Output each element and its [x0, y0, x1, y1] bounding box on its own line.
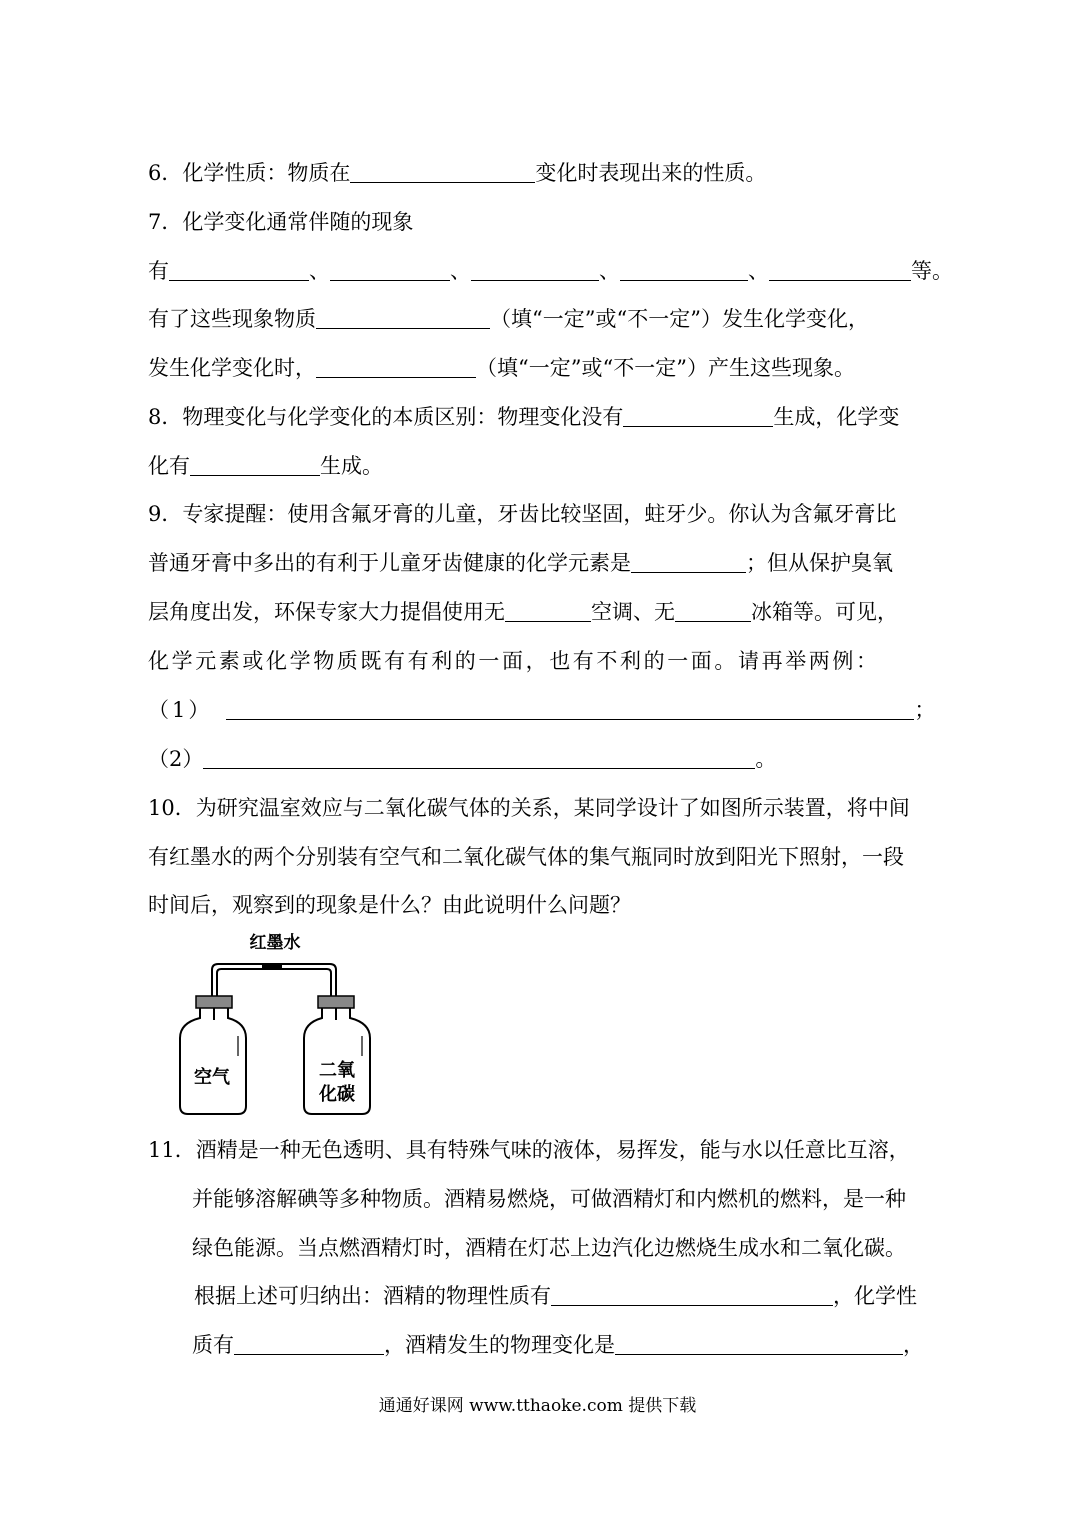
blank[interactable]: [226, 699, 914, 720]
q7-line2: [148, 258, 953, 284]
q11-line5: [192, 1332, 924, 1358]
blank[interactable]: [330, 260, 450, 281]
q7-l3-a: 有了这些现象物质: [148, 307, 316, 331]
q9-l6a: （2）: [148, 747, 204, 771]
q10-l3: 时间后，观察到的现象是什么？由此说明什么问题？: [148, 893, 631, 917]
q7-line1: [148, 209, 413, 235]
q7-end: 等。: [911, 259, 953, 283]
q9-l3c: 冰箱等。可见，: [751, 600, 898, 624]
q10-line3: [148, 892, 631, 918]
q7-l4-b: （填“一定”或“不一定”）产生这些现象。: [476, 356, 855, 380]
q7-l4-a: 发生化学变化时，: [148, 356, 316, 380]
q11-l5a: 质有: [192, 1333, 234, 1357]
blank[interactable]: [615, 1334, 903, 1355]
sep: 、: [748, 259, 769, 283]
q7-start: 有: [148, 259, 169, 283]
q11-l3: 绿色能源。当点燃酒精灯时，酒精在灯芯上边汽化边燃烧生成水和二氧化碳。: [192, 1236, 906, 1260]
q6-text-a: 6．化学性质：物质在: [148, 161, 351, 185]
q11-line3: [192, 1235, 906, 1261]
blank[interactable]: [169, 260, 309, 281]
q6-text-b: 变化时表现出来的性质。: [535, 161, 767, 185]
q11-line1: [148, 1137, 910, 1163]
q7-l3-b: （填“一定”或“不一定”）发生化学变化，: [490, 307, 869, 331]
blank[interactable]: [203, 748, 755, 769]
page-footer: 通通好课网 www.tthaoke.com 提供下载: [378, 1396, 697, 1416]
blank[interactable]: [675, 601, 751, 622]
q8-line1: [148, 404, 899, 430]
right-bottle-label-2: 化碳: [319, 1084, 355, 1105]
q9-line1: [148, 501, 896, 527]
blank[interactable]: [350, 162, 535, 183]
blank[interactable]: [623, 406, 773, 427]
q8-d: 生成。: [320, 454, 383, 478]
blank[interactable]: [551, 1285, 833, 1306]
q11-l1: 11．酒精是一种无色透明、具有特殊气味的液体，易挥发，能与水以任意比互溶，: [148, 1138, 910, 1162]
q9-line2: [148, 550, 893, 576]
blank[interactable]: [769, 260, 911, 281]
blank[interactable]: [316, 357, 476, 378]
blank[interactable]: [631, 552, 746, 573]
q9-l4: 化学元素或化学物质既有有利的一面，也有不利的一面。请再举两例：: [148, 649, 880, 673]
right-bottle-label-1: 二氧: [319, 1060, 355, 1081]
sep: 、: [599, 259, 620, 283]
blank[interactable]: [620, 260, 748, 281]
q9-l2b: ；但从保护臭氧: [746, 551, 893, 575]
apparatus-figure: [170, 928, 380, 1118]
q7-text: 7．化学变化通常伴随的现象: [148, 210, 414, 234]
q9-l3b: 空调、无: [591, 600, 675, 624]
q11-l4a: 根据上述可归纳出：酒精的物理性质有: [194, 1284, 551, 1308]
q8-b: 生成，化学变: [773, 405, 900, 429]
q11-l5b: ，酒精发生的物理变化是: [384, 1333, 615, 1357]
blank[interactable]: [505, 601, 591, 622]
red-ink-drop: [262, 963, 282, 970]
q9-l5b: ；: [914, 698, 936, 722]
q9-line6: [148, 746, 776, 772]
sep: 、: [450, 259, 471, 283]
red-ink-label: 红墨水: [249, 933, 301, 953]
q9-line5: [148, 697, 935, 723]
q11-l2: 并能够溶解碘等多种物质。酒精易燃烧，可做酒精灯和内燃机的燃料，是一种: [192, 1187, 906, 1211]
blank[interactable]: [471, 260, 599, 281]
blank[interactable]: [190, 455, 320, 476]
q9-line4: [148, 648, 880, 674]
q9-l1: 9．专家提醒：使用含氟牙膏的儿童，牙齿比较坚固，蛀牙少。你认为含氟牙膏比: [148, 502, 897, 526]
q6-line: [148, 160, 766, 186]
q9-l2a: 普通牙膏中多出的有利于儿童牙齿健康的化学元素是: [148, 551, 631, 575]
sep: 、: [309, 259, 330, 283]
blank[interactable]: [234, 1334, 384, 1355]
q11-l4b: ，化学性: [833, 1284, 917, 1308]
q11-line2: [192, 1186, 906, 1212]
q8-c: 化有: [148, 454, 190, 478]
q7-line3: [148, 306, 869, 332]
q7-line4: [148, 355, 855, 381]
left-bottle: [180, 996, 246, 1114]
q8-a: 8．物理变化与化学变化的本质区别：物理变化没有: [148, 405, 624, 429]
q8-line2: [148, 453, 383, 479]
q10-line1: [148, 795, 910, 821]
q10-l1: 10．为研究温室效应与二氧化碳气体的关系，某同学设计了如图所示装置，将中间: [148, 796, 910, 820]
right-bottle: [304, 996, 370, 1114]
blank[interactable]: [316, 308, 490, 329]
left-bottle-label: 空气: [194, 1067, 230, 1088]
q9-l3a: 层角度出发，环保专家大力提倡使用无: [148, 600, 505, 624]
q10-line2: [148, 844, 904, 870]
q11-line4: [194, 1283, 917, 1309]
q11-l5c: ，: [903, 1333, 924, 1357]
q9-l5a: （1）: [148, 698, 213, 722]
q9-line3: [148, 599, 898, 625]
q10-l2: 有红墨水的两个分别装有空气和二氧化碳气体的集气瓶同时放到阳光下照射，一段: [148, 845, 904, 869]
q9-l6b: 。: [755, 747, 777, 771]
